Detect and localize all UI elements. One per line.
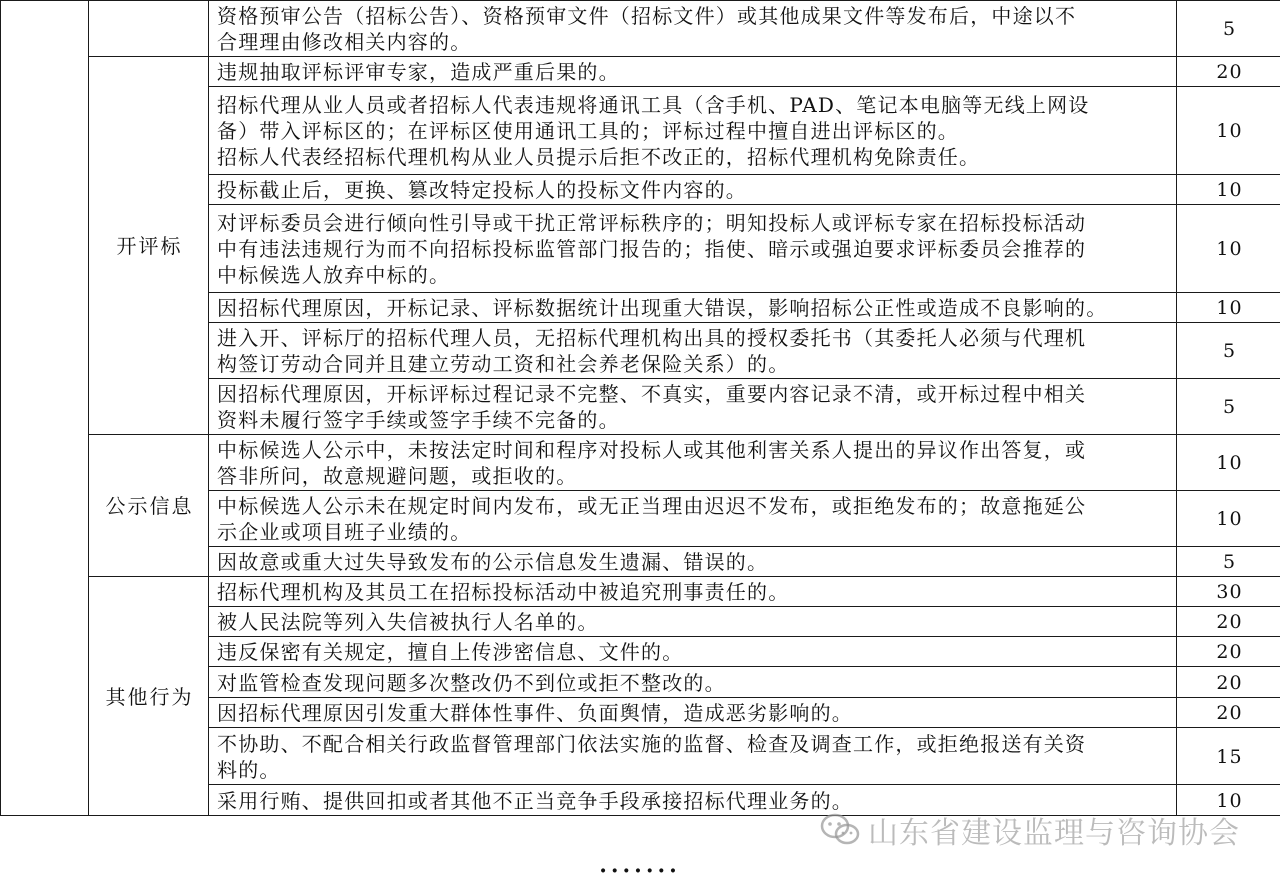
violation-description <box>209 607 1177 637</box>
violation-description <box>209 577 1177 607</box>
description-line: 招标代理从业人员或者招标人代表违规将通讯工具（含手机、PAD、笔记本电脑等无线上网设 <box>217 93 1090 117</box>
penalty-score: 10 <box>1177 491 1280 547</box>
penalty-score: 10 <box>1177 87 1280 175</box>
description-line: 中标候选人公示中，未按法定时间和程序对投标人或其他利害关系人提出的异议作出答复，或 <box>217 438 1087 462</box>
description-line: 因招标代理原因，开标记录、评标数据统计出现重大错误，影响招标公正性或造成不良影响的。 <box>217 296 1108 320</box>
category-cell <box>89 1 209 57</box>
continuation-ellipsis: ······· <box>599 858 681 884</box>
wechat-icon <box>820 813 860 847</box>
violation-description <box>209 637 1177 667</box>
description-line: 不协助、不配合相关行政监督管理部门依法实施的监督、检查及调查工作，或拒绝报送有关资 <box>217 731 1087 756</box>
description-line: 招标代理机构及其员工在招标投标活动中被追究刑事责任的。 <box>217 580 790 604</box>
description-line: 投标截止后，更换、篡改特定投标人的投标文件内容的。 <box>217 178 747 202</box>
description-line: 招标人代表经招标代理机构从业人员提示后拒不改正的，招标代理机构免除责任。 <box>217 145 981 169</box>
penalty-score: 10 <box>1177 205 1280 293</box>
penalty-score: 5 <box>1177 547 1280 577</box>
description-line: 构签订劳动合同并且建立劳动工资和社会养老保险关系）的。 <box>217 352 790 376</box>
penalty-score: 20 <box>1177 667 1280 698</box>
description-line: 中有违法违规行为而不向招标投标监管部门报告的；指使、暗示或强迫要求评标委员会推荐的 <box>217 237 1087 261</box>
penalty-score: 5 <box>1177 323 1280 379</box>
penalty-score: 20 <box>1177 698 1280 728</box>
description-line: 采用行贿、提供回扣或者其他不正当竞争手段承接招标代理业务的。 <box>217 788 853 813</box>
violation-description <box>209 87 1177 175</box>
description-line: 答非所问，故意规避问题，或拒收的。 <box>217 464 578 488</box>
penalty-score: 15 <box>1177 728 1280 785</box>
violation-description <box>209 547 1177 577</box>
description-line: 对监管检查发现问题多次整改仍不到位或拒不整改的。 <box>217 670 726 695</box>
violation-description <box>209 293 1177 323</box>
category-cell: 开评标 <box>89 57 209 435</box>
penalty-score: 20 <box>1177 607 1280 637</box>
violation-description <box>209 1 1177 57</box>
table-row <box>1 435 1280 491</box>
description-line: 资格预审公告（招标公告）、资格预审文件（招标文件）或其他成果文件等发布后，中途以不 <box>217 4 1077 28</box>
description-line: 料的。 <box>217 757 281 782</box>
violation-description <box>209 698 1177 728</box>
violation-description <box>209 728 1177 785</box>
description-line: 违反保密有关规定，擅自上传涉密信息、文件的。 <box>217 640 684 664</box>
penalty-score: 30 <box>1177 577 1280 607</box>
description-line: 违规抽取评标评审专家，造成严重后果的。 <box>217 60 620 84</box>
category-cell: 其他行为 <box>89 577 209 816</box>
table-row <box>1 1 1280 57</box>
description-line: 因招标代理原因，开标评标过程记录不完整、不真实，重要内容记录不清，或开标过程中相关 <box>217 382 1087 406</box>
penalty-score: 20 <box>1177 637 1280 667</box>
violation-description <box>209 785 1177 816</box>
violation-description <box>209 205 1177 293</box>
violation-description <box>209 491 1177 547</box>
penalty-score: 10 <box>1177 785 1280 816</box>
penalty-score: 5 <box>1177 1 1280 57</box>
description-line: 资料未履行签字手续或签字手续不完备的。 <box>217 408 620 432</box>
category-cell: 公示信息 <box>89 435 209 577</box>
violation-description <box>209 435 1177 491</box>
description-line: 进入开、评标厅的招标代理人员，无招标代理机构出具的授权委托书（其委托人必须与代理机 <box>217 326 1087 350</box>
description-line: 示企业或项目班子业绩的。 <box>217 520 472 544</box>
blank-index-column <box>1 1 89 816</box>
description-line: 合理理由修改相关内容的。 <box>217 30 472 54</box>
penalty-score: 5 <box>1177 379 1280 435</box>
violation-description <box>209 667 1177 698</box>
description-line: 备）带入评标区的；在评标区使用通讯工具的；评标过程中擅自进出评标区的。 <box>217 119 959 143</box>
penalty-score: 10 <box>1177 175 1280 205</box>
table-row <box>1 57 1280 87</box>
description-line: 中标候选人放弃中标的。 <box>217 263 451 287</box>
description-line: 因故意或重大过失导致发布的公示信息发生遗漏、错误的。 <box>217 550 769 574</box>
violation-description <box>209 57 1177 87</box>
watermark-text: 山东省建设监理与咨询协会 <box>868 816 1240 851</box>
violation-description <box>209 379 1177 435</box>
penalty-score: 10 <box>1177 435 1280 491</box>
description-line: 对评标委员会进行倾向性引导或干扰正常评标秩序的；明知投标人或评标专家在招标投标活动 <box>217 211 1087 235</box>
penalty-score: 10 <box>1177 293 1280 323</box>
description-line: 因招标代理原因引发重大群体性事件、负面舆情，造成恶劣影响的。 <box>217 701 853 725</box>
description-line: 中标候选人公示未在规定时间内发布，或无正当理由迟迟不发布，或拒绝发布的；故意拖延公 <box>217 494 1087 518</box>
violation-description <box>209 175 1177 205</box>
table-row <box>1 577 1280 607</box>
violation-description <box>209 323 1177 379</box>
penalty-score: 20 <box>1177 57 1280 87</box>
description-line: 被人民法院等列入失信被执行人名单的。 <box>217 610 599 634</box>
